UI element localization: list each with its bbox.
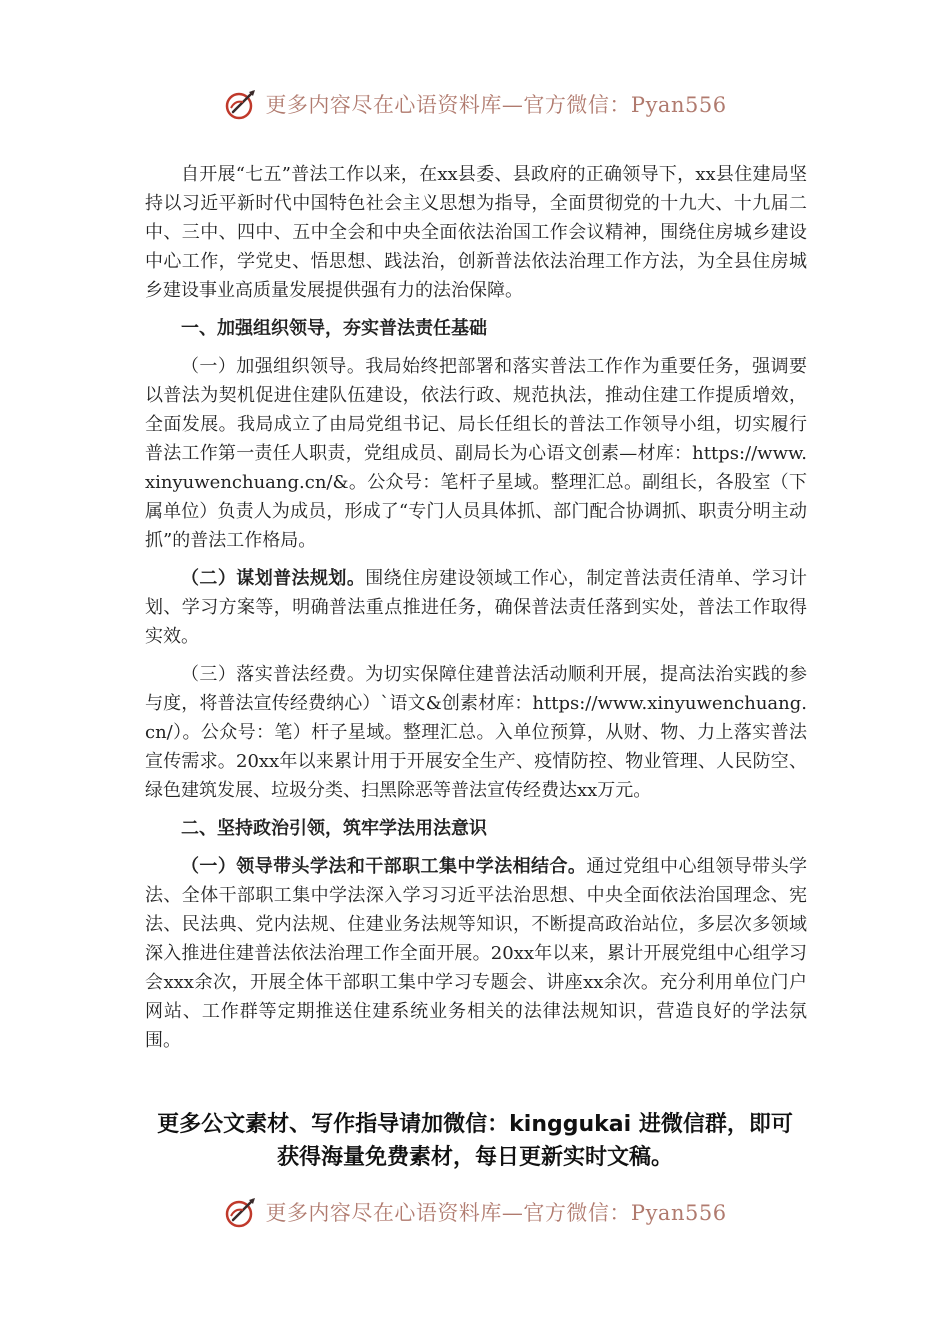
banner-text: 更多内容尽在心语资料库—官方微信：Pyan556 <box>265 93 727 117</box>
paragraph-3: （三）落实普法经费。为切实保障住建普法活动顺利开展，提高法治实践的参与度，将普法宣传经费纳心）`语文&创素材库：https://www.xinyuwenchuang.cn/）。公众号：笔）杆子星域。整理汇总。入单位预算，从财、物、力上落实普法宣传需求。20xx年以来累计用于开展安全生产、疫情防控、物业管理、人民防空、绿色建筑发展、垃圾分类、扫黑除恶等普法宣传经费达xx万元。 <box>145 664 807 801</box>
paragraph-1: （一）加强组织领导。我局始终把部署和落实普法工作作为重要任务，强调要以普法为契机促进住建队伍建设，依法行政、规范执法，推动住建工作提质增效，全面发展。我局成立了由局党组书记、局长任组长的普法工作领导小组，切实履行普法工作第一责任人职责，党组成员、副局长为心语文创素—材库：https://www.xinyuwenchuang.cn/&。公众号：笔杆子星域。整理汇总。副组长，各股室（下属单位）负责人为成员，形成了“专门人员具体抓、部门配合协调抓、职责分明主动抓”的普法工作格局。 <box>145 356 807 551</box>
section-heading-2: 二、坚持政治引领，筑牢学法用法意识 <box>181 818 487 839</box>
promo-line-2: 获得海量免费素材，每日更新实时文稿。 <box>276 1145 673 1170</box>
section-heading-1: 一、加强组织领导，夯实普法责任基础 <box>181 318 487 339</box>
paragraph-4 <box>145 852 807 1055</box>
promo-notice <box>0 1108 950 1174</box>
header-banner <box>0 84 950 124</box>
paragraph-2-lead: （二）谋划普法规划。 <box>181 568 366 589</box>
paragraph-2-text: 围绕住房建设领域工作心，制定普法责任清单、学习计划、学习方案等，明确普法重点推进任务，确保普法责任落到实处，普法工作取得实效。 <box>145 568 808 647</box>
promo-line-1: 更多公文素材、写作指导请加微信：kinggukai 进微信群，即可 <box>157 1112 793 1137</box>
banner-text: 更多内容尽在心语资料库—官方微信：Pyan556 <box>265 1201 727 1225</box>
paragraph-4-lead: （一）领导带头学法和干部职工集中学法相结合。 <box>181 856 587 877</box>
pen-logo-icon <box>223 1194 259 1230</box>
paragraph-4-text: 通过党组中心组领导带头学法、全体干部职工集中学法深入学习习近平法治思想、中央全面依法治国理念、宪法、民法典、党内法规、住建业务法规等知识，不断提高政治站位，多层次多领域深入推进住建普法依法治理工作全面开展。20xx年以来，累计开展党组中心组学习会xxx余次，开展全体干部职工集中学习专题会、讲座xx余次。充分利用单位门户网站、工作群等定期推送住建系统业务相关的法律法规知识，营造良好的学法氛围。 <box>145 856 808 1051</box>
paragraph-2 <box>145 564 807 651</box>
footer-banner <box>0 1192 950 1232</box>
intro-paragraph: 自开展“七五”普法工作以来，在xx县委、县政府的正确领导下，xx县住建局坚持以习近平新时代中国特色社会主义思想为指导，全面贯彻党的十九大、十九届二中、三中、四中、五中全会和中央全面依法治国工作会议精神，围绕住房城乡建设中心工作，学党史、悟思想、践法治，创新普法依法治理工作方法，为全县住房城乡建设事业高质量发展提供强有力的法治保障。 <box>145 164 807 301</box>
document-body <box>145 160 807 1064</box>
pen-logo-icon <box>223 86 259 122</box>
